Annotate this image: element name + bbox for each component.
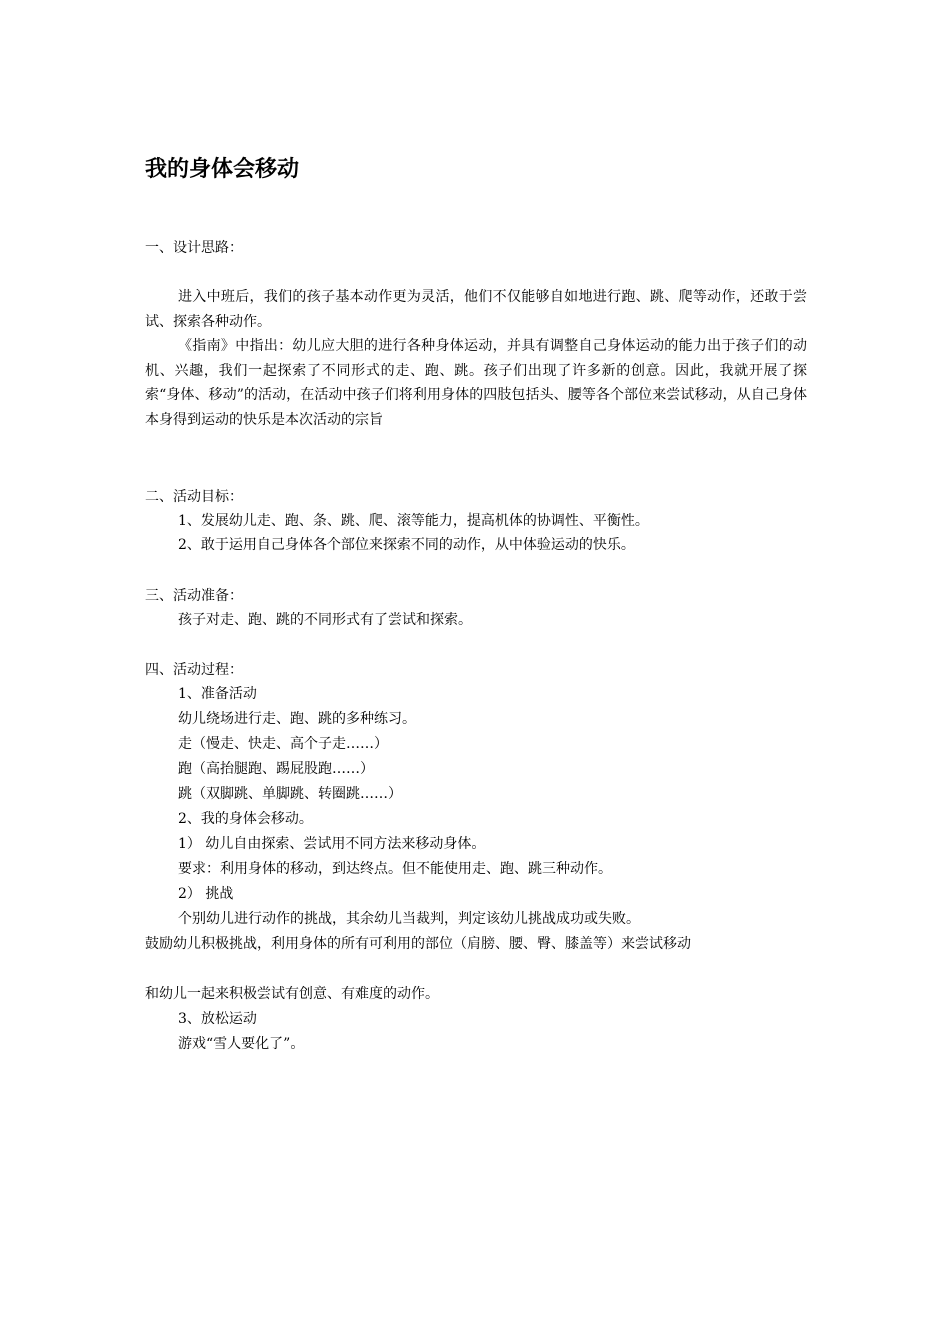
process-line: 2、我的身体会移动。 [178,811,313,827]
process-line: 要求：利用身体的移动，到达终点。但不能使用走、跑、跳三种动作。 [178,861,612,877]
process-line: 跑（高抬腿跑、踢屁股跑……） [178,761,374,777]
process-line: 个别幼儿进行动作的挑战，其余幼儿当裁判，判定该幼儿挑战成功或失败。 [178,911,640,927]
process-line: 1） 幼儿自由探索、尝试用不同方法来移动身体。 [178,836,486,852]
document-title: 我的身体会移动 [145,157,300,182]
goal-item-1: 1、发展幼儿走、跑、条、跳、爬、滚等能力，提高机体的协调性、平衡性。 [178,513,649,529]
design-paragraph-1: 进入中班后，我们的孩子基本动作更为灵活，他们不仅能够自如地进行跑、跳、爬等动作，还敢于尝试、探索各种动作。 [145,289,807,330]
encourage-line-2: 和幼儿一起来积极尝试有创意、有难度的动作。 [145,986,439,1002]
section-heading-goals: 二、活动目标： [145,489,243,505]
process-line: 2） 挑战 [178,886,234,902]
process-line: 幼儿绕场进行走、跑、跳的多种练习。 [178,711,416,727]
goal-item-2: 2、敢于运用自己身体各个部位来探索不同的动作，从中体验运动的快乐。 [178,537,635,553]
section-heading-process: 四、活动过程： [145,662,243,678]
process-line: 走（慢走、快走、高个子走……） [178,736,388,752]
relax-heading: 3、放松运动 [178,1011,257,1027]
encourage-line-1: 鼓励幼儿积极挑战，利用身体的所有可利用的部位（肩膀、腰、臀、膝盖等）来尝试移动 [145,936,691,952]
process-line: 1、准备活动 [178,686,257,702]
preparation-text: 孩子对走、跑、跳的不同形式有了尝试和探索。 [178,612,472,628]
process-line: 跳（双脚跳、单脚跳、转圈跳……） [178,786,402,802]
relax-text: 游戏“雪人要化了”。 [178,1036,305,1052]
section-heading-design: 一、设计思路： [145,240,243,256]
section-heading-preparation: 三、活动准备： [145,588,243,604]
design-paragraph-2: 《指南》中指出：幼儿应大胆的进行各种身体运动，并具有调整自己身体运动的能力出于孩子们的动机、兴趣，我们一起探索了不同形式的走、跑、跳。孩子们出现了许多新的创意。因此，我就开展了探索“身体、移动”的活动，在活动中孩子们将利用身体的四肢包括头、腰等各个部位来尝试移动，从自己身体本身得到运动的快乐是本次活动的宗旨 [145,338,807,428]
